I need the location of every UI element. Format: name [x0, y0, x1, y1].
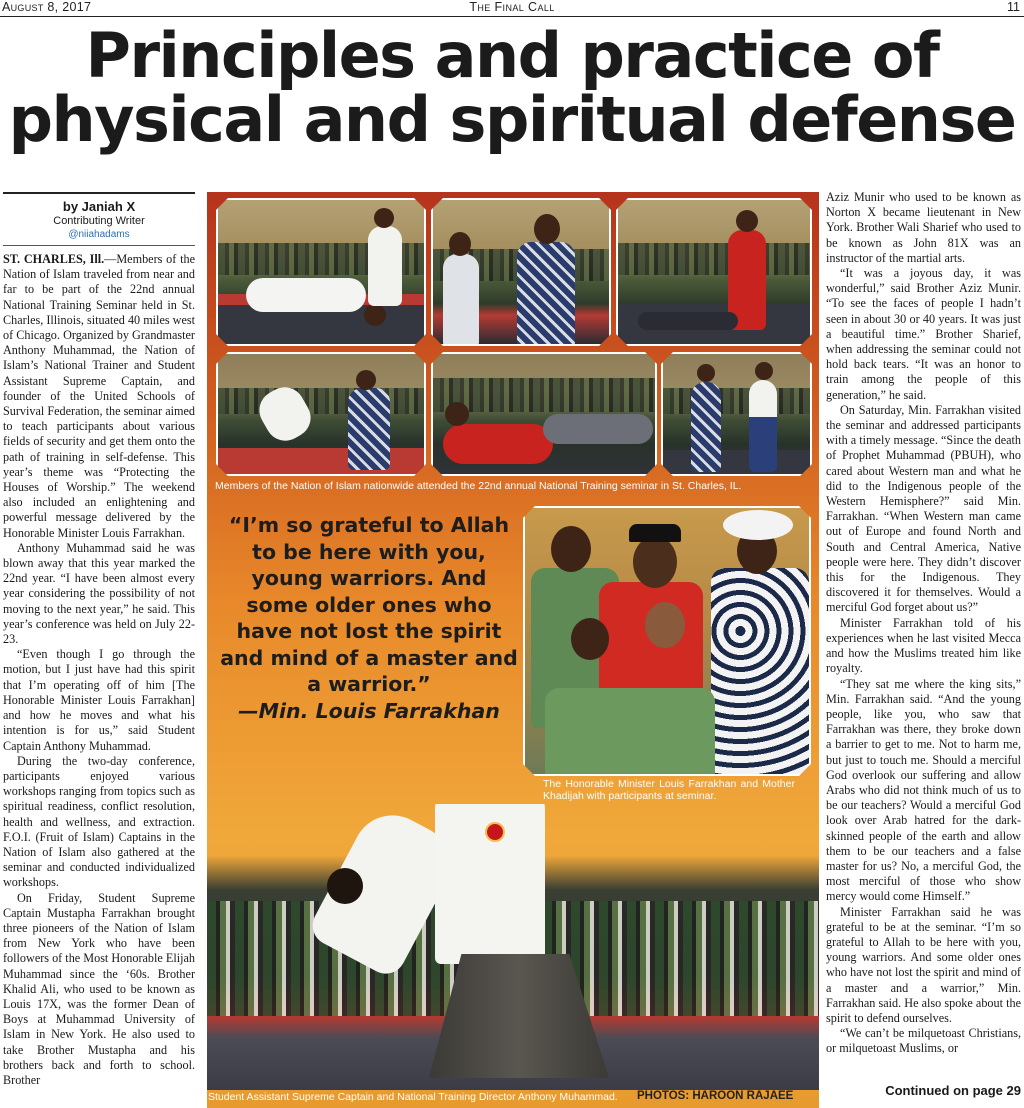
photo-group-minister	[523, 506, 811, 776]
publication-name: The Final Call	[469, 0, 555, 14]
dateline: ST. CHARLES, Ill.	[3, 252, 105, 266]
pull-quote-text: “I’m so grateful to Allah to be here with you, young warriors. And some older ones who have not lost the spirit and mind of a master and a warrior.”	[220, 513, 518, 696]
divider	[3, 192, 195, 194]
paragraph: Minister Farrakhan said he was grateful to be at the seminar. “I’m so grateful to Allah to be here with you, young warriors. And some older ones who have not lost the spirit and mind of a master and a warrior,” Min. Farrakhan said. He also spoke about the spirit to defend ourselves.	[826, 904, 1021, 1025]
photo-judo-throw	[216, 198, 426, 346]
photo-instructor-demo	[431, 198, 611, 346]
paragraph: During the two-day conference, participants enjoyed various workshops ranging from topics such as spiritual readiness, conflict resolution, health and wellness, and extraction. F.O.I. (Fruit of Islam) Captains in the Nation of Islam also gathered at the seminar and conducted individualized workshops.	[3, 753, 195, 890]
photo-ground-grappling	[431, 352, 657, 476]
pull-quote-attribution: —Min. Louis Farrakhan	[238, 698, 500, 723]
caption-bottom: Student Assistant Supreme Captain and National Training Director Anthony Muhammad.	[208, 1091, 618, 1103]
photo-instructor-main	[207, 804, 819, 1090]
byline-author: by Janiah X	[62, 199, 136, 214]
article-column-right	[826, 190, 1021, 1057]
pull-quote	[219, 512, 519, 724]
issue-date: August 8, 2017	[2, 0, 92, 14]
paragraph-text: —Members of the Nation of Islam traveled from near and far to be part of the 22nd annual National Training Seminar held in St. Charles, Illinois, situated 40 miles west of Chicago. Organized by Grandmaster Anthony Muhammad, the Nation of Islam’s National Trainer and Student Assistant Supreme Captain, and founder of the United Schools of Survival Federation, the seminar aimed to teach participants about various fields of security and get them onto the path of training in self-defense. This year’s theme was “Protecting the Houses of Worship.” The weekend also included an enlightening and powerful message delivered by the Honorable Minister Louis Farrakhan.	[3, 252, 195, 540]
paragraph: On Saturday, Min. Farrakhan visited the seminar and addressed participants with a timely message. “Since the death of Prophet Muhammad (PBUH), who cared about Western man and what he did to the Indigenous people of the Western Hemisphere?” said Min. Farrakhan. “When Western man came out of Europe and found North and South and Central America, Native people were here. They didn’t discover this for the Indigenous. They discovered it for themselves. Would a merciful God forget about us?”	[826, 402, 1021, 615]
paragraph: Aziz Munir who used to be known as Norton X became lieutenant in New York. Brother Wali Sharief who used to be known as John 81X was an instructor of the martial arts.	[826, 190, 1021, 265]
continued-on-link[interactable]: Continued on page 29	[885, 1083, 1021, 1098]
photo-panel	[207, 192, 819, 1108]
paragraph: “It was a joyous day, it was wonderful,” said Brother Aziz Munir. “To see the faces of people I hadn’t seen in about 30 or 40 years. It was just a beautiful time.” Brother Sharief, when addressing the seminar could not hold back tears. “It was an honor to train among the people of this generation,” he said.	[826, 266, 1021, 402]
author-handle-link[interactable]: @niiahadams	[68, 229, 130, 240]
headline-line-1: Principles and practice of	[85, 19, 939, 92]
caption-top: Members of the Nation of Islam nationwide attended the 22nd annual National Training seminar in St. Charles, IL.	[215, 480, 742, 492]
paragraph: Minister Farrakhan told of his experiences when he last visited Mecca and how the Muslims treated him like royalty.	[826, 615, 1021, 676]
paragraph: “We can’t be milquetoast Christians, or milquetoast Muslims, or	[826, 1026, 1021, 1056]
article-body-left	[3, 252, 195, 1088]
photo-mat-takedown	[216, 352, 426, 476]
page-number: 11	[1007, 0, 1020, 14]
headline-line-2: physical and spiritual defense	[8, 83, 1016, 156]
photo-credit: PHOTOS: HAROON RAJAEE	[637, 1090, 794, 1102]
article-body-right	[826, 190, 1021, 1057]
byline-role: Contributing Writer	[53, 215, 145, 227]
headline	[0, 19, 1024, 156]
paragraph: Anthony Muhammad said he was blown away that this year marked the 22nd year. “I have been almost every year considering the possibility of not moving to the next year,” he said. This year’s conference was held on July 22-23.	[3, 540, 195, 647]
paragraph: “They sat me where the king sits,” Min. Farrakhan said. “And the young people, like you, who saw that Farrakhan was there, they broke down a barrier to get to me. Not to harm me, but just to touch me. Should a merciful God overlook our suffering and allow Arabs who did not think much of us to be our teachers? Would a merciful God look over Arab hatred for the dark-skinned people of the earth and allow them to be our teachers and a false master for us? No, a merciful God, the most merciful of those who show mercy would come Himself.”	[826, 676, 1021, 904]
photo-red-uniform	[616, 198, 812, 346]
caption-group-photo: The Honorable Minister Louis Farrakhan and Mother Khadijah with participants at seminar.	[543, 778, 795, 802]
paragraph	[3, 252, 195, 541]
divider	[3, 245, 195, 246]
page-header	[0, 0, 1024, 17]
paragraph: “Even though I go through the motion, but I just have had this spirit that I’m operating off of him [The Honorable Minister Louis Farrakhan] and how he moves and what his intention is for us,” said Student Captain Anthony Muhammad.	[3, 647, 195, 753]
article-column-left	[3, 192, 195, 1088]
photo-sparring-pair	[661, 352, 812, 476]
paragraph: On Friday, Student Supreme Captain Mustapha Farrakhan brought three pioneers of the Nation of Islam from New York who have been followers of the Most Honorable Elijah Muhammad since the ‘60s. Brother Khalid Ali, who used to be known as Louis 17X, was the former Dean of Boys at Muhammad University of Islam in New York. He also used to take Brother Mustapha and his brothers back and forth to school. Brother	[3, 890, 195, 1087]
